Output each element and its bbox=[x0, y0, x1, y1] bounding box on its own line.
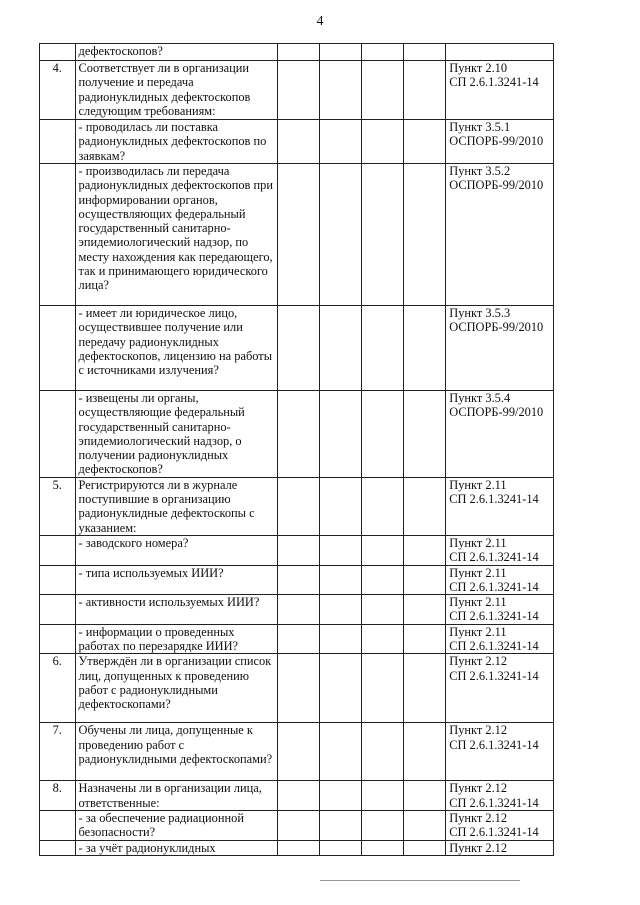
regulation-reference bbox=[446, 810, 554, 840]
requirement-question: Утверждён ли в организации список лиц, допущенных к проведению работ с радионуклидными дефектоскопами? bbox=[75, 654, 277, 723]
reference-document: ОСПОРБ-99/2010 bbox=[449, 134, 544, 149]
requirement-question: - информации о проведенных работах по перезарядке ИИИ? bbox=[75, 624, 277, 654]
answer-cell bbox=[319, 164, 361, 306]
requirement-question: - извещены ли органы, осуществляющие федеральный государственный санитарно-эпидемиологический надзор, о получении радионуклидных дефектоскопов? bbox=[75, 391, 277, 478]
item-number bbox=[40, 120, 76, 164]
answer-cell bbox=[319, 654, 361, 723]
answer-cell bbox=[361, 810, 403, 840]
regulation-reference bbox=[446, 565, 554, 595]
answer-cell bbox=[361, 306, 403, 391]
item-number: 8. bbox=[40, 781, 76, 811]
answer-cell bbox=[361, 781, 403, 811]
reference-document: СП 2.6.1.3241-14 bbox=[449, 550, 539, 565]
answer-cell bbox=[277, 565, 319, 595]
page-edge-line bbox=[320, 880, 520, 881]
reference-document: СП 2.6.1.3241-14 bbox=[449, 639, 539, 654]
answer-cell bbox=[277, 624, 319, 654]
reference-document: СП 2.6.1.3241-14 bbox=[449, 609, 539, 624]
answer-cell bbox=[361, 723, 403, 781]
regulation-reference bbox=[446, 840, 554, 855]
answer-cell bbox=[361, 44, 403, 61]
reference-clause: Пункт 2.11 bbox=[449, 565, 507, 580]
answer-cell bbox=[404, 44, 446, 61]
reference-document: СП 2.6.1.3241-14 bbox=[449, 75, 539, 90]
item-number bbox=[40, 624, 76, 654]
answer-cell bbox=[404, 535, 446, 565]
answer-cell bbox=[277, 723, 319, 781]
reference-document: ОСПОРБ-99/2010 bbox=[449, 405, 544, 420]
answer-cell bbox=[404, 120, 446, 164]
table-row bbox=[40, 477, 554, 535]
item-number: 4. bbox=[40, 61, 76, 120]
checklist-table bbox=[39, 43, 554, 856]
answer-cell bbox=[277, 391, 319, 478]
reference-clause: Пункт 2.12 bbox=[449, 723, 508, 738]
answer-cell bbox=[319, 61, 361, 120]
item-number bbox=[40, 164, 76, 306]
answer-cell bbox=[404, 61, 446, 120]
answer-cell bbox=[404, 654, 446, 723]
answer-cell bbox=[319, 565, 361, 595]
answer-cell bbox=[277, 477, 319, 535]
table-row bbox=[40, 565, 554, 595]
table-row bbox=[40, 595, 554, 625]
regulation-reference bbox=[446, 477, 554, 535]
requirement-question: Обучены ли лица, допущенные к проведению работ с радионуклидными дефектоскопами? bbox=[75, 723, 277, 781]
answer-cell bbox=[404, 781, 446, 811]
regulation-reference bbox=[446, 391, 554, 478]
requirement-question: дефектоскопов? bbox=[75, 44, 277, 61]
answer-cell bbox=[361, 164, 403, 306]
reference-clause: Пункт 2.12 bbox=[449, 781, 508, 796]
answer-cell bbox=[361, 595, 403, 625]
requirement-question: - заводского номера? bbox=[75, 535, 277, 565]
answer-cell bbox=[277, 306, 319, 391]
reference-clause: Пункт 3.5.4 bbox=[449, 391, 511, 405]
answer-cell bbox=[277, 61, 319, 120]
regulation-reference bbox=[446, 723, 554, 781]
reference-document: СП 2.6.1.3241-14 bbox=[449, 825, 539, 840]
answer-cell bbox=[361, 840, 403, 855]
answer-cell bbox=[404, 391, 446, 478]
answer-cell bbox=[404, 477, 446, 535]
item-number bbox=[40, 565, 76, 595]
reference-document: СП 2.6.1.3241-14 bbox=[449, 492, 539, 507]
item-number bbox=[40, 391, 76, 478]
regulation-reference bbox=[446, 535, 554, 565]
reference-document: ОСПОРБ-99/2010 bbox=[449, 320, 544, 335]
item-number: 6. bbox=[40, 654, 76, 723]
requirement-question: - производилась ли передача радионуклидных дефектоскопов при информировании органов, осуществляющих федеральный государственный санитарно-эпидемиологический надзор, по месту нахождения как передающего, так и принимающего юридического лица? bbox=[75, 164, 277, 306]
table-row bbox=[40, 44, 554, 61]
answer-cell bbox=[319, 391, 361, 478]
regulation-reference bbox=[446, 164, 554, 306]
reference-document: СП 2.6.1.3241-14 bbox=[449, 737, 539, 752]
regulation-reference bbox=[446, 120, 554, 164]
answer-cell bbox=[361, 120, 403, 164]
reference-clause: Пункт 3.5.1 bbox=[449, 120, 511, 134]
table-row bbox=[40, 61, 554, 120]
requirement-question: - за учёт радионуклидных bbox=[75, 840, 277, 855]
answer-cell bbox=[404, 840, 446, 855]
answer-cell bbox=[404, 164, 446, 306]
item-number bbox=[40, 44, 76, 61]
answer-cell bbox=[319, 595, 361, 625]
reference-clause: Пункт 2.12 bbox=[449, 654, 508, 669]
answer-cell bbox=[361, 61, 403, 120]
table-row bbox=[40, 120, 554, 164]
answer-cell bbox=[361, 535, 403, 565]
answer-cell bbox=[319, 840, 361, 855]
regulation-reference bbox=[446, 306, 554, 391]
table-row bbox=[40, 810, 554, 840]
regulation-reference bbox=[446, 624, 554, 654]
table-row bbox=[40, 781, 554, 811]
answer-cell bbox=[361, 565, 403, 595]
requirement-question: - имеет ли юридическое лицо, осуществившее получение или передачу радионуклидных дефектоскопов, лицензию на работы с источниками излучения? bbox=[75, 306, 277, 391]
reference-document: СП 2.6.1.3241-14 bbox=[449, 668, 539, 683]
table-row bbox=[40, 164, 554, 306]
answer-cell bbox=[361, 654, 403, 723]
reference-clause: Пункт 2.11 bbox=[449, 535, 507, 550]
answer-cell bbox=[277, 810, 319, 840]
answer-cell bbox=[319, 306, 361, 391]
item-number bbox=[40, 595, 76, 625]
reference-clause: Пункт 2.11 bbox=[449, 477, 507, 492]
reference-document: СП 2.6.1.3241-14 bbox=[449, 579, 539, 594]
regulation-reference bbox=[446, 781, 554, 811]
requirement-question: - типа используемых ИИИ? bbox=[75, 565, 277, 595]
answer-cell bbox=[404, 306, 446, 391]
answer-cell bbox=[277, 44, 319, 61]
reference-clause: Пункт 3.5.3 bbox=[449, 306, 511, 320]
table-row bbox=[40, 654, 554, 723]
answer-cell bbox=[277, 654, 319, 723]
requirement-question: - активности используемых ИИИ? bbox=[75, 595, 277, 625]
answer-cell bbox=[361, 477, 403, 535]
requirement-question: Назначены ли в организации лица, ответственные: bbox=[75, 781, 277, 811]
reference-clause: Пункт 2.11 bbox=[449, 595, 507, 610]
answer-cell bbox=[404, 595, 446, 625]
requirement-question: Соответствует ли в организации получение и передача радионуклидных дефектоскопов следующим требованиям: bbox=[75, 61, 277, 120]
answer-cell bbox=[404, 723, 446, 781]
answer-cell bbox=[319, 781, 361, 811]
answer-cell bbox=[277, 781, 319, 811]
answer-cell bbox=[404, 810, 446, 840]
reference-clause: Пункт 2.10 bbox=[449, 61, 508, 75]
page-number: 4 bbox=[316, 14, 324, 29]
requirement-question: - за обеспечение радиационной безопасности? bbox=[75, 810, 277, 840]
reference-clause: Пункт 2.12 bbox=[449, 840, 508, 855]
requirement-question: - проводилась ли поставка радионуклидных дефектоскопов по заявкам? bbox=[75, 120, 277, 164]
reference-clause: Пункт 2.11 bbox=[449, 624, 507, 639]
answer-cell bbox=[277, 840, 319, 855]
answer-cell bbox=[404, 565, 446, 595]
item-number: 7. bbox=[40, 723, 76, 781]
requirement-question: Регистрируются ли в журнале поступившие в организацию радионуклидные дефектоскопы с указанием: bbox=[75, 477, 277, 535]
item-number bbox=[40, 306, 76, 391]
regulation-reference bbox=[446, 595, 554, 625]
answer-cell bbox=[319, 477, 361, 535]
table-row bbox=[40, 840, 554, 855]
regulation-reference bbox=[446, 44, 554, 61]
answer-cell bbox=[277, 120, 319, 164]
reference-document: ОСПОРБ-99/2010 bbox=[449, 178, 544, 193]
answer-cell bbox=[319, 535, 361, 565]
answer-cell bbox=[277, 164, 319, 306]
answer-cell bbox=[404, 624, 446, 654]
table-row bbox=[40, 391, 554, 478]
reference-document: СП 2.6.1.3241-14 bbox=[449, 795, 539, 810]
reference-clause: Пункт 2.12 bbox=[449, 810, 508, 825]
item-number: 5. bbox=[40, 477, 76, 535]
answer-cell bbox=[319, 44, 361, 61]
table-row bbox=[40, 624, 554, 654]
answer-cell bbox=[277, 535, 319, 565]
item-number bbox=[40, 840, 76, 855]
table-row bbox=[40, 306, 554, 391]
answer-cell bbox=[319, 723, 361, 781]
table-row bbox=[40, 535, 554, 565]
table-row bbox=[40, 723, 554, 781]
reference-clause: Пункт 3.5.2 bbox=[449, 164, 511, 178]
item-number bbox=[40, 810, 76, 840]
answer-cell bbox=[361, 624, 403, 654]
answer-cell bbox=[319, 120, 361, 164]
answer-cell bbox=[319, 810, 361, 840]
answer-cell bbox=[277, 595, 319, 625]
item-number bbox=[40, 535, 76, 565]
regulation-reference bbox=[446, 61, 554, 120]
regulation-reference bbox=[446, 654, 554, 723]
answer-cell bbox=[319, 624, 361, 654]
answer-cell bbox=[361, 391, 403, 478]
